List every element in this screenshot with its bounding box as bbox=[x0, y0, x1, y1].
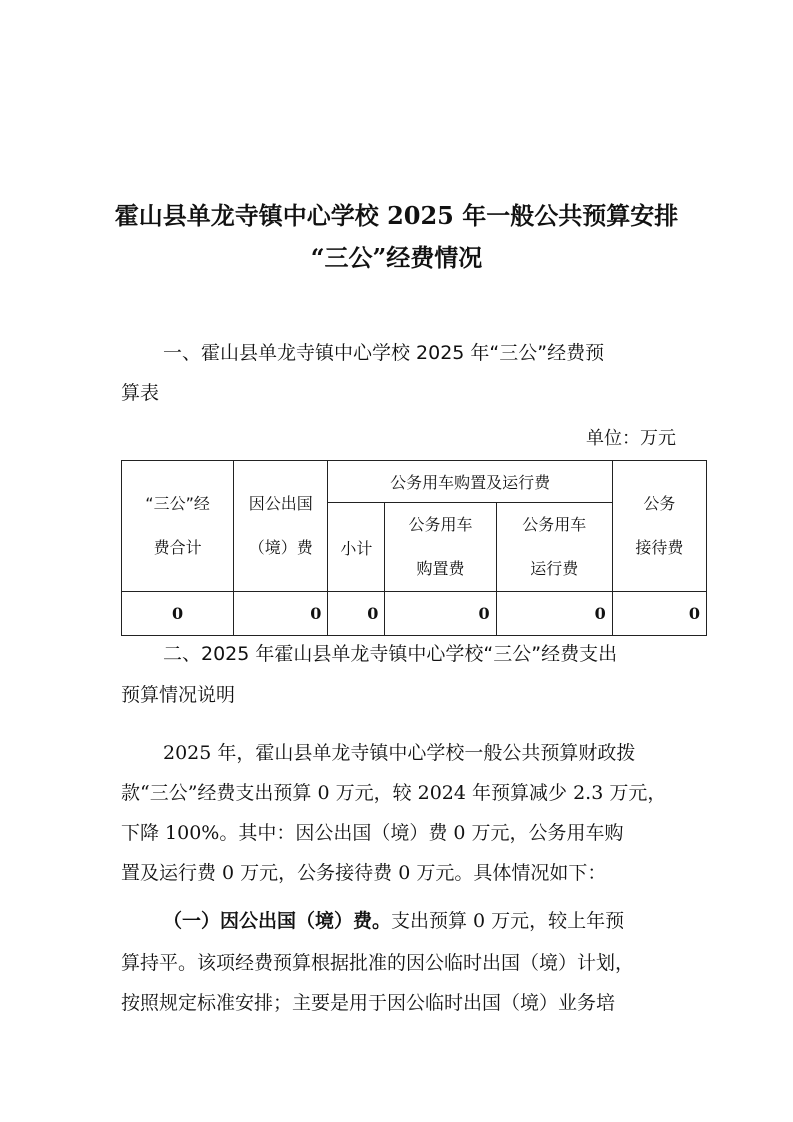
header-total-line1: “三公”经 bbox=[145, 494, 210, 513]
three-public-expenses-table bbox=[121, 460, 707, 636]
header-abroad-cell bbox=[234, 461, 328, 592]
paragraph1-line2: 款“三公”经费支出预算 0 万元，较 2024 年预算减少 2.3 万元， bbox=[121, 782, 667, 804]
header-purchase-cell bbox=[385, 503, 496, 592]
header-purchase-line2: 购置费 bbox=[416, 559, 465, 578]
value-subtotal: 0 bbox=[328, 592, 385, 636]
header-abroad-line1: 因公出国 bbox=[248, 494, 313, 513]
value-operation: 0 bbox=[496, 592, 612, 636]
paragraph2-line3: 按照规定标准安排；主要是用于因公临时出国（境）业务培 bbox=[121, 992, 616, 1014]
header-abroad-line2: （境）费 bbox=[248, 538, 313, 557]
paragraph1-line4: 置及运行费 0 万元，公务接待费 0 万元。具体情况如下： bbox=[121, 862, 607, 884]
value-purchase: 0 bbox=[385, 592, 496, 636]
subsection-heading-abroad: （一）因公出国（境）费。 bbox=[163, 910, 392, 932]
document-title-line2: “三公”经费情况 bbox=[310, 243, 483, 272]
header-reception-line2: 接待费 bbox=[635, 538, 684, 557]
paragraph2-line1-text: 支出预算 0 万元，较上年预 bbox=[391, 910, 625, 932]
value-abroad: 0 bbox=[234, 592, 328, 636]
header-vehicle-group: 公务用车购置及运行费 bbox=[328, 461, 612, 503]
paragraph2-line2: 算持平。该项经费预算根据批准的因公临时出国（境）计划， bbox=[121, 952, 635, 974]
header-operation-line1: 公务用车 bbox=[522, 515, 587, 534]
paragraph1-line3: 下降 100%。其中：因公出国（境）费 0 万元，公务用车购 bbox=[121, 822, 624, 844]
paragraph1-line1: 2025 年，霍山县单龙寺镇中心学校一般公共预算财政拨 bbox=[163, 742, 636, 764]
document-title-line1: 霍山县单龙寺镇中心学校 2025 年一般公共预算安排 bbox=[114, 201, 679, 230]
paragraph2-line1 bbox=[163, 906, 624, 933]
header-operation-cell bbox=[496, 503, 612, 592]
header-subtotal: 小计 bbox=[328, 503, 385, 592]
section2-heading-line2: 预算情况说明 bbox=[121, 684, 236, 706]
section1-heading-line2: 算表 bbox=[121, 382, 160, 404]
header-operation-line2: 运行费 bbox=[530, 559, 579, 578]
section2-heading-line1: 二、2025 年霍山县单龙寺镇中心学校“三公”经费支出 bbox=[163, 643, 618, 665]
header-purchase-line1: 公务用车 bbox=[408, 515, 473, 534]
header-total-cell bbox=[122, 461, 234, 592]
value-reception: 0 bbox=[612, 592, 706, 636]
header-reception-cell bbox=[612, 461, 706, 592]
header-total-line2: 费合计 bbox=[153, 538, 202, 557]
section1-heading-line1: 一、霍山县单龙寺镇中心学校 2025 年“三公”经费预 bbox=[163, 342, 605, 364]
value-total: 0 bbox=[122, 592, 234, 636]
unit-label: 单位：万元 bbox=[586, 428, 676, 449]
header-reception-line1: 公务 bbox=[643, 494, 676, 513]
